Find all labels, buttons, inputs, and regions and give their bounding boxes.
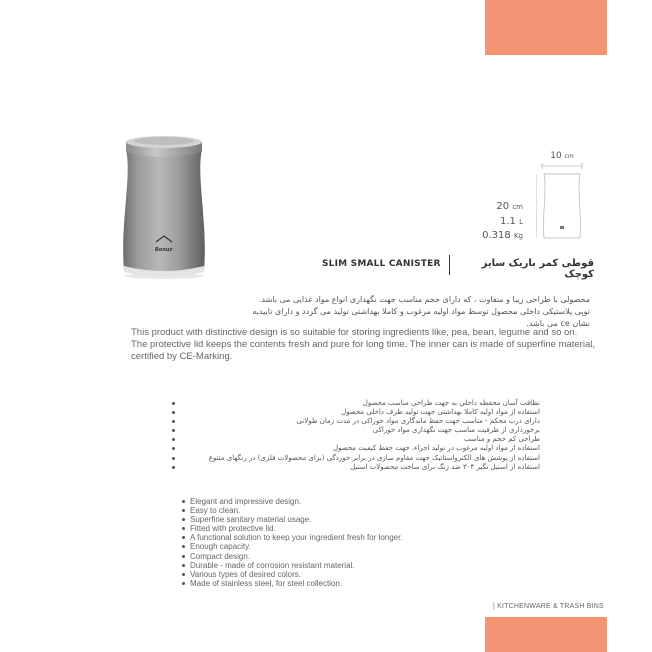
weight-spec: 0.318 Kg	[482, 230, 523, 241]
bullet-icon	[182, 582, 185, 585]
list-item: Compact design.	[182, 552, 482, 561]
product-title-en: SLIM SMALL CANISTER	[322, 259, 441, 269]
list-item: استفاده از پوشش های الکترواستاتیک جهت مقاوم سازی در برابر خوردگی (برای محصولات فلزی) در رنگهای متنوع	[180, 454, 540, 463]
bullet-icon	[172, 411, 175, 414]
bullet-icon	[172, 447, 175, 450]
list-item: استفاده از مواد اولیه مرغوب در تولید اجزاء، جهت حفظ کیفیت محصول	[180, 444, 540, 453]
product-title-fa: قوطی کمر باریک سایز کوچک	[481, 258, 594, 280]
brand-logo: Bonuz	[155, 247, 173, 253]
title-divider	[449, 255, 450, 275]
list-item: استفاده از مواد اولیه کاملا بهداشتی جهت تولید ظرف داخلی محصول	[180, 408, 540, 417]
list-item: Easy to clean.	[182, 506, 482, 515]
canister-image	[118, 130, 210, 280]
list-item: دارای درب محکم - مناسب جهت حفظ ماندگاری مواد خوراکی در مدت زمان طولانی	[180, 417, 540, 426]
list-item: طراحی کم حجم و مناسب	[180, 435, 540, 444]
bullet-icon	[182, 500, 185, 503]
bullet-icon	[182, 555, 185, 558]
bullet-icon	[182, 573, 185, 576]
bullet-icon	[182, 527, 185, 530]
bullet-icon	[172, 466, 175, 469]
bullet-icon	[172, 429, 175, 432]
list-item: برخورداری از ظرفیت مناسب جهت نگهداری مواد خوراکی	[180, 426, 540, 435]
bullet-icon	[182, 536, 185, 539]
height-spec: 20 cm	[496, 201, 523, 212]
list-item: Superfine sanitary material usage.	[182, 515, 482, 524]
list-item: Enough capacity.	[182, 542, 482, 551]
features-fa-list	[180, 399, 540, 472]
footer-category-label: | KITCHENWARE & TRASH BINS	[493, 603, 604, 610]
list-item: Made of stainless steel, for steel collection.	[182, 579, 482, 588]
accent-block-top	[485, 0, 607, 55]
list-item: Durable - made of corrosion resistant material.	[182, 561, 482, 570]
bullet-icon	[182, 564, 185, 567]
bullet-icon	[172, 420, 175, 423]
bullet-icon	[182, 509, 185, 512]
bullet-icon	[172, 402, 175, 405]
list-item: A functional solution to keep your ingredient fresh for longer.	[182, 533, 482, 542]
description-fa: محصولی با طراحی زیبا و متفاوت ، که دارای حجم مناسب جهت نگهداری انواع مواد غذایی می باشد. توپی پلاستیکی داخلی محصول توسط مواد اولیه مرغوب و کاملا بهداشتی تولید می گردد و دارای تاییدیه نشان ce می باشد.	[252, 295, 590, 328]
description-en: This product with distinctive design is so suitable for storing ingredients like, pea, bean, legume and so on. The protective lid keeps the contents fresh and pure for long time. The inner can is made of superfine material, certified by CE-Marking.	[131, 327, 595, 362]
list-item: نظافت آسان محفظه داخلی به جهت طراحی مناسب محصول	[180, 399, 540, 408]
list-item: Various types of desired colors.	[182, 570, 482, 579]
accent-block-bottom	[485, 617, 607, 652]
dimension-diagram	[536, 160, 588, 260]
bullet-icon	[172, 457, 175, 460]
spec-list	[470, 200, 523, 244]
bullet-icon	[182, 518, 185, 521]
width-dimension: 10 cm	[550, 151, 574, 161]
list-item: Elegant and impressive design.	[182, 497, 482, 506]
list-item: استفاده از استیل نگیر ۳۰۴ ضد زنگ برای ساخت محصولات استیل	[180, 463, 540, 472]
list-item: Fitted with protective lid.	[182, 524, 482, 533]
bullet-icon	[182, 545, 185, 548]
features-en-list	[182, 497, 482, 588]
bullet-icon	[172, 438, 175, 441]
volume-spec: 1.1 L	[500, 215, 523, 227]
